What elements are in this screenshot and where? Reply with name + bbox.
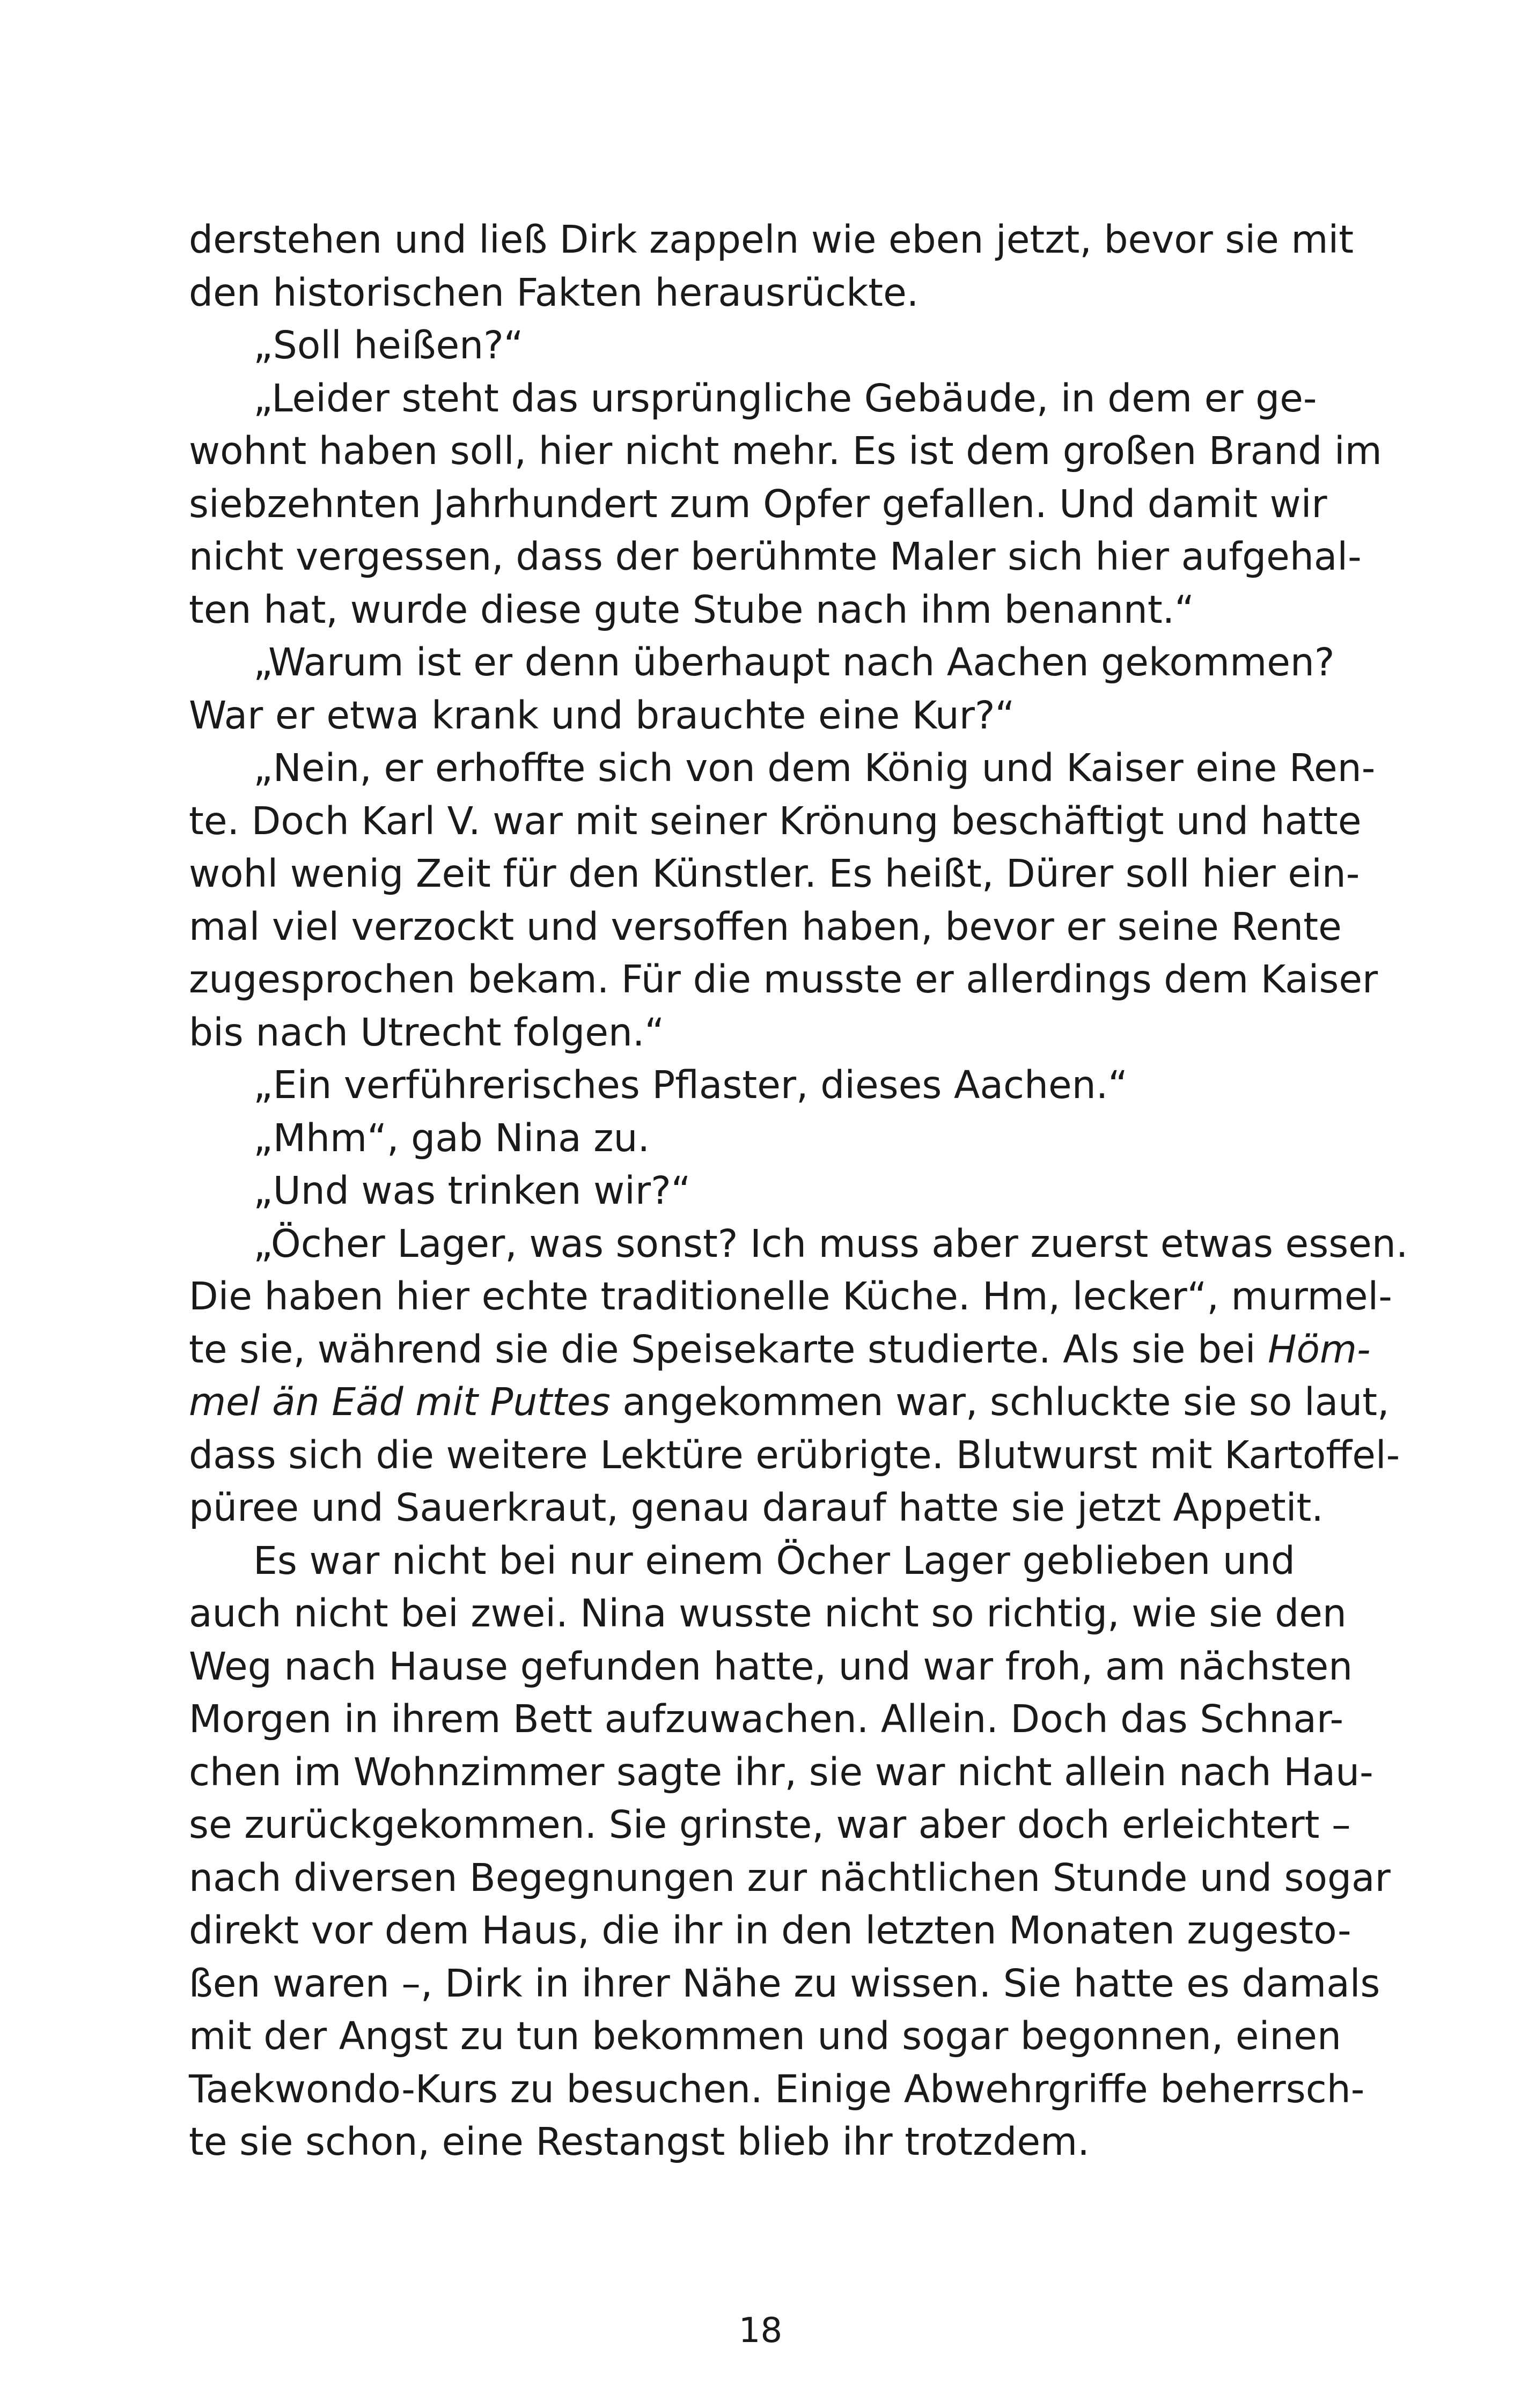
italic-text: Höm-: [1268, 1327, 1371, 1372]
text-line: Die haben hier echte traditionelle Küche. Hm, lecker“, murmel-: [189, 1274, 1392, 1319]
text-line: siebzehnten Jahrhundert zum Opfer gefallen. Und damit wir: [189, 481, 1327, 526]
text-line: Weg nach Hause gefunden hatte, und war froh, am nächsten: [189, 1644, 1353, 1689]
text-line: direkt vor dem Haus, die ihr in den letzten Monaten zugesto-: [189, 1908, 1351, 1953]
text-line: „Und was trinken wir?“: [253, 1168, 691, 1213]
text-line: Es war nicht bei nur einem Öcher Lager geblieben und: [253, 1538, 1295, 1583]
text-line: püree und Sauerkraut, genau darauf hatte sie jetzt Appetit.: [189, 1485, 1324, 1530]
text-line: te. Doch Karl V. war mit seiner Krönung beschäftigt und hatte: [189, 798, 1362, 843]
text-line: mel än Eäd mit Puttes angekommen war, schluckte sie so laut,: [189, 1380, 1390, 1424]
text-line: den historischen Fakten herausrückte.: [189, 270, 919, 315]
text-line: „Ein verführerisches Pflaster, dieses Aachen.“: [253, 1063, 1128, 1107]
text-line: ten hat, wurde diese gute Stube nach ihm benannt.“: [189, 587, 1195, 632]
text-line: „Mhm“, gab Nina zu.: [253, 1115, 650, 1160]
italic-text: mel än Eäd mit Puttes: [189, 1380, 611, 1424]
text-line: te sie, während sie die Speisekarte studierte. Als sie bei Höm-: [189, 1327, 1371, 1372]
text-line: dass sich die weitere Lektüre erübrigte. Blutwurst mit Kartoffel-: [189, 1432, 1400, 1477]
body-text: [189, 213, 1408, 2169]
text-line: nach diversen Begegnungen zur nächtlichen Stunde und sogar: [189, 1855, 1391, 1900]
text-line: wohl wenig Zeit für den Künstler. Es heißt, Dürer soll hier ein-: [189, 851, 1360, 896]
text-line: nicht vergessen, dass der berühmte Maler sich hier aufgehal-: [189, 534, 1362, 579]
text-line: te sie schon, eine Restangst blieb ihr trotzdem.: [189, 2119, 1090, 2164]
text-line: Taekwondo-Kurs zu besuchen. Einige Abwehrgriffe beherrsch-: [189, 2066, 1365, 2111]
text-line: Morgen in ihrem Bett aufzuwachen. Allein. Doch das Schnar-: [189, 1697, 1344, 1741]
text-line: zugesprochen bekam. Für die musste er allerdings dem Kaiser: [189, 957, 1378, 1002]
text-line: mit der Angst zu tun bekommen und sogar begonnen, einen: [189, 2014, 1341, 2058]
page-number: 18: [738, 2311, 783, 2351]
text-line: „Nein, er erhoffte sich von dem König und Kaiser eine Ren-: [253, 746, 1376, 790]
text-line: War er etwa krank und brauchte eine Kur?“: [189, 693, 1015, 738]
text-line: „Öcher Lager, was sonst? Ich muss aber zuerst etwas essen.: [253, 1221, 1408, 1266]
text-line: auch nicht bei zwei. Nina wusste nicht so richtig, wie sie den: [189, 1591, 1347, 1636]
text-line: mal viel verzockt und versoffen haben, bevor er seine Rente: [189, 904, 1342, 949]
text-line: se zurückgekommen. Sie grinste, war aber doch erleichtert –: [189, 1802, 1351, 1847]
text-line: „Soll heißen?“: [253, 323, 524, 367]
text-line: derstehen und ließ Dirk zappeln wie eben jetzt, bevor sie mit: [189, 217, 1354, 262]
text-line: wohnt haben soll, hier nicht mehr. Es ist dem großen Brand im: [189, 429, 1382, 473]
text-line: bis nach Utrecht folgen.“: [189, 1010, 665, 1055]
text-line: chen im Wohnzimmer sagte ihr, sie war nicht allein nach Hau-: [189, 1749, 1373, 1794]
text-line: ßen waren –, Dirk in ihrer Nähe zu wissen. Sie hatte es damals: [189, 1961, 1380, 2006]
text-line: „Leider steht das ursprüngliche Gebäude, in dem er ge-: [253, 375, 1317, 421]
text-line: „Warum ist er denn überhaupt nach Aachen gekommen?: [253, 640, 1335, 684]
